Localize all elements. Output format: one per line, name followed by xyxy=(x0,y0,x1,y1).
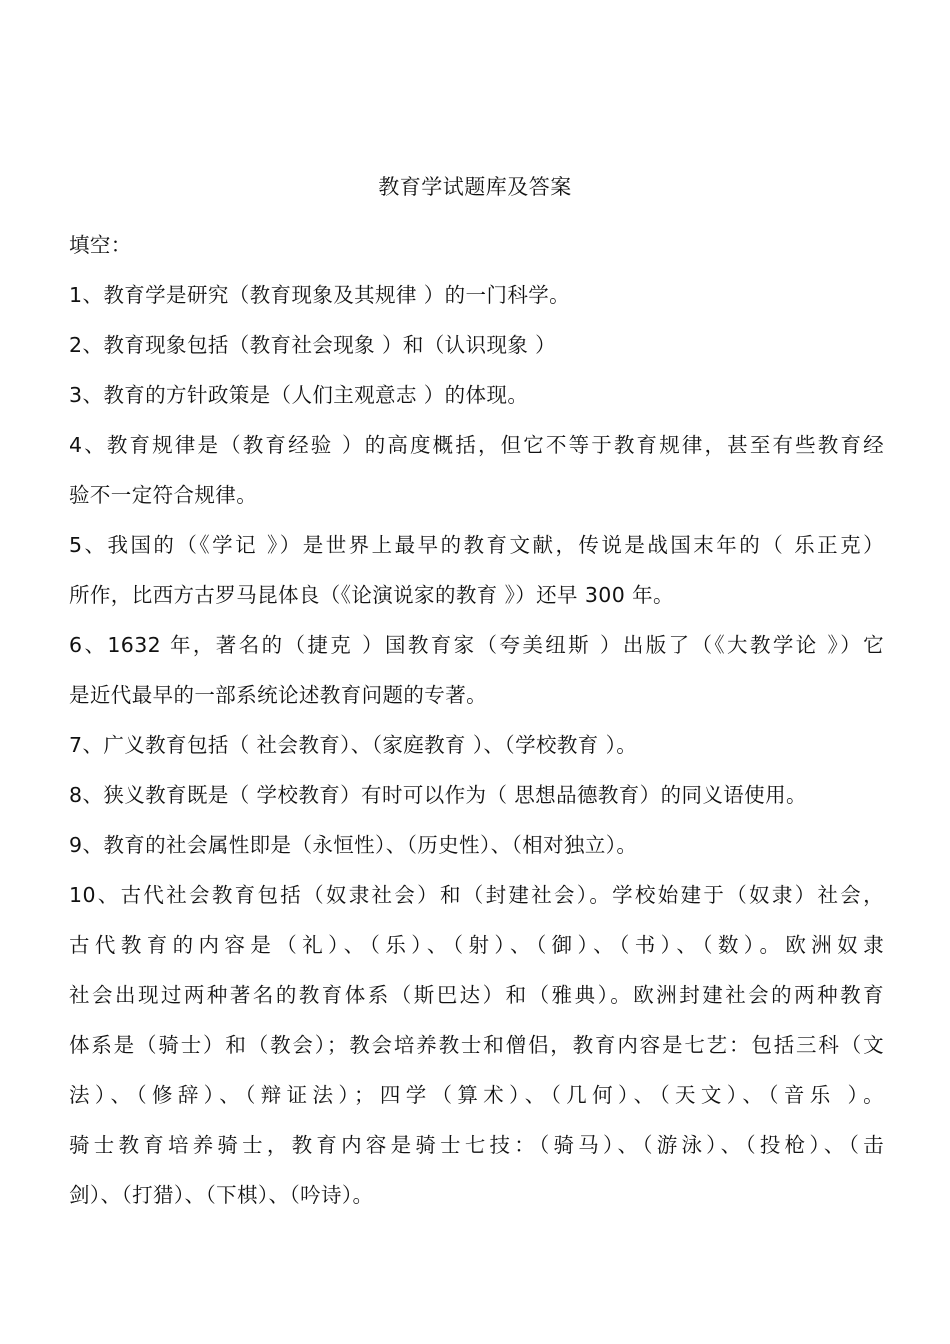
question-10-line-5: 法）、（修辞）、（辩证法）；四学（算术）、（几何）、（天文）、（音乐 ）。 xyxy=(69,1083,884,1107)
document-body xyxy=(69,220,884,1220)
question-6-line-2: 是近代最早的一部系统论述教育问题的专著。 xyxy=(69,683,487,707)
question-2: 2、教育现象包括（教育社会现象 ）和（认识现象 ） xyxy=(69,333,557,357)
question-10-line-7: 剑）、（打猎）、（下棋）、（吟诗）。 xyxy=(69,1183,374,1207)
question-9: 9、教育的社会属性即是（永恒性）、（历史性）、（相对独立）。 xyxy=(69,833,638,857)
question-10-line-6: 骑士教育培养骑士，教育内容是骑士七技：（骑马）、（游泳）、（投枪）、（击 xyxy=(69,1133,884,1157)
question-4-line-1: 4、教育规律是（教育经验 ）的高度概括，但它不等于教育规律，甚至有些教育经 xyxy=(69,433,884,457)
question-10-line-2: 古代教育的内容是（礼）、（乐）、（射）、（御）、（书）、（数）。欧洲奴隶 xyxy=(69,933,884,957)
document-title: 教育学试题库及答案 xyxy=(378,175,572,199)
section-heading-fill-in: 填空： xyxy=(69,233,132,257)
question-3: 3、教育的方针政策是（人们主观意志 ）的体现。 xyxy=(69,383,529,407)
question-5-line-1: 5、我国的（《学记 》）是世界上最早的教育文献，传说是战国末年的（ 乐正克） xyxy=(69,533,884,557)
question-10-line-1: 10、古代社会教育包括（奴隶社会）和（封建社会）。学校始建于（奴隶）社会， xyxy=(69,883,884,907)
question-10-line-4: 体系是（骑士）和（教会）；教会培养教士和僧侣，教育内容是七艺：包括三科（文 xyxy=(69,1033,884,1057)
question-1: 1、教育学是研究（教育现象及其规律 ）的一门科学。 xyxy=(69,283,571,307)
question-4-line-2: 验不一定符合规律。 xyxy=(69,483,258,507)
question-8: 8、狭义教育既是（ 学校教育）有时可以作为（ 思想品德教育）的同义语使用。 xyxy=(69,783,807,807)
question-7: 7、广义教育包括（ 社会教育）、（家庭教育 ）、（学校教育 ）。 xyxy=(69,733,638,757)
question-5-line-2: 所作，比西方古罗马昆体良（《论演说家的教育 》）还早 300 年。 xyxy=(69,583,674,607)
question-6-line-1: 6、1632 年，著名的（捷克 ）国教育家（夸美纽斯 ）出版了（《大教学论 》）它 xyxy=(69,633,884,657)
question-10-line-3: 社会出现过两种著名的教育体系（斯巴达）和（雅典）。欧洲封建社会的两种教育 xyxy=(69,983,884,1007)
